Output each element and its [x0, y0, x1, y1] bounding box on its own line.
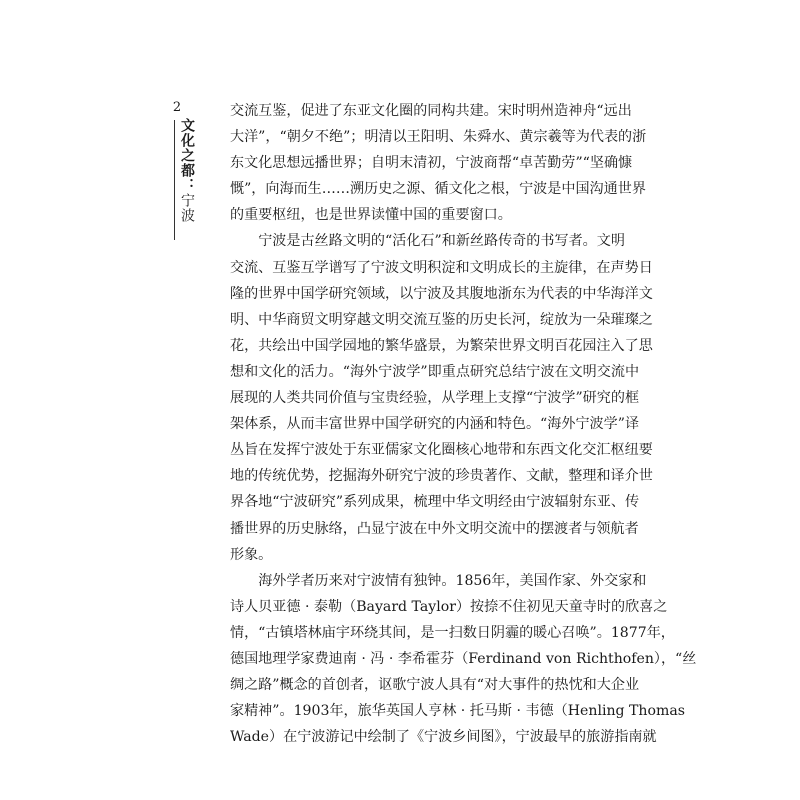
text-line: 东文化思想远播世界；自明末清初，宁波商帮“卓苦勤劳”“坚确慷: [230, 155, 633, 172]
text-line: 绸之路”概念的首创者，讴歌宁波人具有“对大事件的热忱和大企业: [230, 677, 640, 694]
text-line: 隆的世界中国学研究领域，以宁波及其腹地浙东为代表的中华海洋文: [230, 285, 653, 302]
text-line: 明、中华商贸文明穿越文明交流互鉴的历史长河，绽放为一朵璀璨之: [230, 311, 653, 328]
text-line: 的重要枢纽，也是世界读懂中国的重要窗口。: [230, 207, 512, 224]
text-line: 大洋”，“朝夕不绝”；明清以王阳明、朱舜水、黄宗羲等为代表的浙: [230, 129, 647, 146]
text-line: 德国地理学家费迪南 · 冯 · 李希霍芬（Ferdinand von Richthofen），“丝: [230, 650, 697, 667]
paragraph: [230, 98, 647, 228]
text-line: 界各地“宁波研究”系列成果，梳理中华文明经由宁波辐射东亚、传: [230, 494, 640, 511]
city-name: 宁波: [179, 193, 195, 223]
paragraph: [230, 568, 697, 751]
text-line: 海外学者历来对宁波情有独钟。1856年，美国作家、外交家和: [258, 572, 647, 589]
text-line: 慨”，向海而生……溯历史之源、循文化之根，宁波是中国沟通世界: [230, 181, 646, 198]
text-line: Wade）在宁波游记中绘制了《宁波乡间图》，宁波最早的旅游指南就: [230, 729, 657, 746]
text-line: 宁波是古丝路文明的“活化石”和新丝路传奇的书写者。文明: [258, 233, 625, 250]
book-title: 文化之都: [179, 118, 195, 178]
title-separator: ：: [179, 178, 195, 193]
text-line: 展现的人类共同价值与宝贵经验，从学理上支撑“宁波学”研究的框: [230, 390, 640, 407]
margin-header: [168, 100, 200, 240]
text-line: 情，“古镇塔林庙宇环绕其间，是一扫数日阴霾的暖心召唤”。1877年，: [230, 624, 675, 641]
text-line: 想和文化的活力。“海外宁波学”即重点研究总结宁波在文明交流中: [230, 363, 640, 380]
page-number: 2: [172, 100, 182, 115]
body-text: [230, 98, 697, 750]
text-line: 丛旨在发挥宁波处于东亚儒家文化圈核心地带和东西文化交汇枢纽要: [230, 442, 653, 459]
paragraph: [230, 228, 653, 567]
text-line: 交流互鉴，促进了东亚文化圈的同构共建。宋时明州造神舟“远出: [230, 103, 632, 119]
text-line: 交流、互鉴互学谱写了宁波文明积淀和文明成长的主旋律，在声势日: [230, 259, 653, 276]
text-line: 地的传统优势，挖掘海外研究宁波的珍贵著作、文献，整理和译介世: [230, 468, 653, 485]
text-line: 播世界的历史脉络，凸显宁波在中外文明交流中的摆渡者与领航者: [230, 520, 639, 537]
text-line: 花，共绘出中国学园地的繁华盛景，为繁荣世界文明百花园注入了思: [230, 337, 653, 354]
text-line: 家精神”。1903年，旅华英国人亨林 · 托马斯 · 韦德（Henling Thomas: [230, 703, 685, 720]
text-line: 架体系，从而丰富世界中国学研究的内涵和特色。“海外宁波学”译: [230, 416, 640, 433]
margin-rule: [174, 120, 175, 240]
running-title: [178, 118, 196, 223]
text-line: 形象。: [230, 546, 273, 563]
text-line: 诗人贝亚德 · 泰勒（Bayard Taylor）按捺不住初见天童寺时的欣喜之: [230, 598, 668, 615]
